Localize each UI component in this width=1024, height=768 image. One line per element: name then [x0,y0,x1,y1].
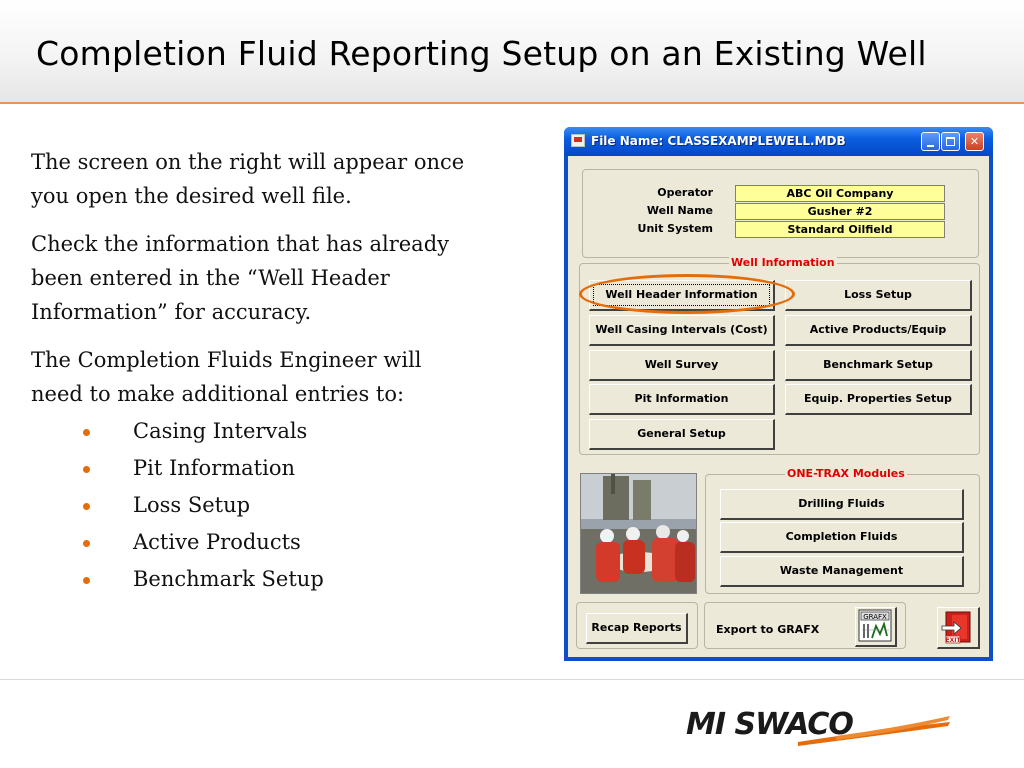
drilling-fluids-button[interactable]: Drilling Fluids [720,489,964,520]
slide-body [31,145,491,598]
list-item-label: Benchmark Setup [133,567,324,591]
well-survey-button[interactable]: Well Survey [589,350,775,381]
casing-intervals-button[interactable]: Well Casing Intervals (Cost) [589,315,775,346]
window-titlebar[interactable] [564,127,993,156]
grafx-icon-text: GRAFX [863,613,887,621]
list-item-label: Loss Setup [133,493,251,517]
bullet-icon [83,466,90,473]
well-header-button[interactable] [589,280,775,311]
list-item [31,487,491,524]
bullet-icon [83,540,90,547]
bullet-icon [83,577,90,584]
title-divider [0,102,1024,104]
list-item-label: Casing Intervals [133,419,308,443]
entries-list [31,413,491,598]
recap-reports-button[interactable]: Recap Reports [586,613,688,644]
bullet-icon [83,503,90,510]
intro-paragraph: The screen on the right will appear once you open the desired well file. [31,150,465,208]
well-name-field[interactable]: Gusher #2 [735,203,945,220]
well-header-button-label: Well Header Information [605,288,758,301]
app-icon [571,134,585,147]
company-logo [686,700,954,748]
general-setup-button[interactable]: General Setup [589,419,775,450]
slide-title: Completion Fluid Reporting Setup on an Existing Well [36,34,927,73]
maximize-icon[interactable] [941,132,960,151]
well-information-group [579,256,980,455]
list-item [31,450,491,487]
list-item [31,413,491,450]
list-item-label: Active Products [133,530,301,554]
well-info-panel [582,169,979,258]
check-paragraph: Check the information that has already been entered in the “Well Header Information” for accuracy. [31,232,450,324]
exit-icon[interactable] [937,607,980,649]
well-information-legend: Well Information [731,256,835,269]
app-window [564,127,993,661]
entries-paragraph: The Completion Fluids Engineer will need to make additional entries to: [31,348,422,406]
operator-field[interactable]: ABC Oil Company [735,185,945,202]
logo-text: MI SWACO [686,707,853,742]
completion-fluids-button[interactable]: Completion Fluids [720,522,964,553]
close-icon[interactable]: ✕ [965,132,984,151]
list-item-label: Pit Information [133,456,295,480]
active-products-button[interactable]: Active Products/Equip [785,315,972,346]
recap-panel [576,602,698,649]
equip-properties-button[interactable]: Equip. Properties Setup [785,384,972,415]
export-label: Export to GRAFX [716,623,820,636]
well-name-label: Well Name [646,204,713,217]
window-title: File Name: CLASSEXAMPLEWELL.MDB [591,134,846,148]
list-item [31,524,491,561]
benchmark-setup-button[interactable]: Benchmark Setup [785,350,972,381]
focus-ring [593,284,770,306]
window-client [568,156,989,657]
crew-photo [580,473,697,594]
loss-setup-button[interactable]: Loss Setup [785,280,972,311]
modules-group [705,467,980,594]
exit-icon-text: EXIT [945,637,961,644]
waste-management-button[interactable]: Waste Management [720,556,964,587]
unit-system-label: Unit System [637,222,713,235]
modules-legend: ONE-TRAX Modules [787,467,905,480]
list-item [31,561,491,598]
minimize-icon[interactable] [921,132,940,151]
export-panel [704,602,906,649]
operator-label: Operator [657,186,713,199]
bullet-icon [83,429,90,436]
pit-information-button[interactable]: Pit Information [589,384,775,415]
unit-system-field[interactable]: Standard Oilfield [735,221,945,238]
grafx-export-icon[interactable] [855,607,897,647]
footer-divider [0,679,1024,680]
